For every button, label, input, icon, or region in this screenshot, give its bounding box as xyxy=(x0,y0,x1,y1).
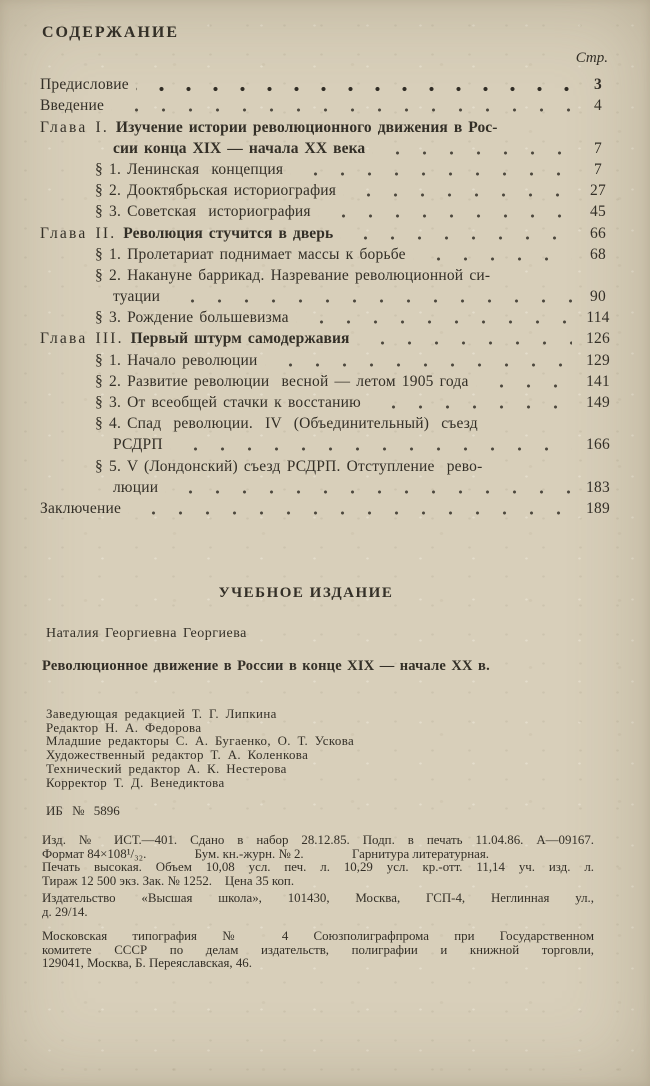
table-of-contents xyxy=(40,73,616,518)
toc-entry-label: § 1. Ленинская концепция xyxy=(95,160,284,178)
toc-page-number: 27 xyxy=(590,182,606,200)
text-line: Тираж 12 500 экз. Зак. № 1252. Цена 35 коп. xyxy=(42,874,295,889)
dot-leader xyxy=(368,397,572,412)
dot-leader xyxy=(136,79,572,94)
dot-leader xyxy=(290,164,572,179)
toc-entry-label: § 2. Дооктябрьская историография xyxy=(95,182,337,200)
toc-page-number: 7 xyxy=(594,139,602,157)
toc-page-number: 141 xyxy=(586,372,610,390)
toc-row xyxy=(40,94,616,115)
toc-row xyxy=(40,306,616,327)
dot-leader xyxy=(167,291,572,306)
dot-leader xyxy=(413,249,572,264)
toc-entry-label: Предисловие xyxy=(40,76,129,94)
dot-leader xyxy=(265,355,572,370)
toc-row xyxy=(40,158,616,179)
dot-leader xyxy=(357,333,572,348)
chapter-prefix: Глава III. xyxy=(40,330,124,348)
toc-row xyxy=(40,348,616,369)
toc-page-number: 129 xyxy=(586,351,610,369)
dot-leader xyxy=(340,228,572,243)
book-title: Революционное движение в России в конце XIX — начале XX в. xyxy=(42,658,490,674)
text-line: комитете СССР по делам издательств, полиграфии и книжной торговли, xyxy=(42,942,594,957)
toc-entry-label: Введение xyxy=(40,97,105,115)
toc-entry-label: § 1. Пролетариат поднимает массы к борьбе xyxy=(95,245,406,263)
edition-heading: УЧЕБНОЕ ИЗДАНИЕ xyxy=(218,585,394,601)
text-line: 129041, Москва, Б. Переяславская, 46. xyxy=(42,956,252,971)
toc-page-number: 90 xyxy=(590,288,606,306)
text-line: Формат 84×108¹/₃₂. Бум. кн.-журн. № 2. Гарнитура литературная. xyxy=(42,846,490,861)
toc-entry-label: § 2. Развитие революции весной — летом 1905 года xyxy=(95,372,469,390)
toc-row xyxy=(40,476,616,497)
dot-leader xyxy=(170,439,572,454)
toc-entry-label: Изучение истории революционного движения в Рос- xyxy=(115,118,498,136)
toc-page-number: 149 xyxy=(586,394,610,411)
toc-row xyxy=(40,115,616,136)
chapter-prefix: Глава I. xyxy=(40,118,109,136)
text-line: Корректор Т. Д. Венедиктова xyxy=(46,775,225,790)
editorial-staff-block xyxy=(46,708,354,790)
text-line: Редактор Н. А. Федорова xyxy=(46,720,202,735)
dot-leader xyxy=(165,482,572,497)
ib-number: ИБ № 5896 xyxy=(46,803,120,818)
toc-row xyxy=(40,221,616,242)
printing-house-block xyxy=(42,930,594,971)
toc-entry-label: Революция стучится в дверь xyxy=(123,224,334,242)
dot-leader xyxy=(111,100,572,115)
toc-row xyxy=(40,200,616,221)
toc-entry-label: § 3. От всеобщей стачки к восстанию xyxy=(95,394,361,411)
toc-entry-label: Заключение xyxy=(40,499,122,517)
toc-page-number: 4 xyxy=(594,97,602,115)
toc-entry-label: § 3. Советская историография xyxy=(95,203,311,221)
toc-entry-label: люции xyxy=(113,478,159,496)
toc-entry-label: § 1. Начало революции xyxy=(95,351,258,369)
toc-row xyxy=(40,137,616,158)
text-line: Печать высокая. Объем 10,08 усл. печ. л. 10,29 усл. кр.-отт. 11,14 уч. изд. л. xyxy=(42,860,594,875)
dot-leader xyxy=(476,376,572,391)
toc-page-number: 166 xyxy=(586,436,610,454)
dot-leader xyxy=(128,503,572,518)
text-line: Художественный редактор Т. А. Коленкова xyxy=(46,748,309,763)
toc-entry-label: РСДРП xyxy=(113,436,163,454)
toc-row xyxy=(40,497,616,518)
text-line: Младшие редакторы С. А. Бугаенко, О. Т. Ускова xyxy=(46,734,355,749)
toc-page-number: 68 xyxy=(590,245,606,263)
toc-row xyxy=(40,264,616,285)
dot-leader xyxy=(296,312,572,327)
text-line: Заведующая редакцией Т. Г. Липкина xyxy=(46,707,277,721)
toc-entry-label: сии конца XIX — начала XX века xyxy=(113,139,366,157)
toc-row xyxy=(40,179,616,200)
toc-row xyxy=(40,285,616,306)
toc-entry-label: туации xyxy=(113,288,161,306)
toc-page-number: 66 xyxy=(590,224,606,242)
dot-leader xyxy=(318,206,572,221)
toc-page-number: 3 xyxy=(594,76,602,94)
toc-page-number: 189 xyxy=(586,499,610,517)
author-name: Наталия Георгиевна Георгиева xyxy=(46,626,247,641)
text-line: Издательство «Высшая школа», 101430, Москва, ГСП-4, Неглинная ул., xyxy=(42,891,594,905)
toc-page-number: 183 xyxy=(586,478,610,496)
toc-row xyxy=(40,433,616,454)
page-title: СОДЕРЖАНИЕ xyxy=(42,24,180,41)
toc-row xyxy=(40,391,616,412)
text-line: Технический редактор А. К. Нестерова xyxy=(46,761,287,776)
page-column-label: Стр. xyxy=(575,50,608,66)
toc-row xyxy=(40,327,616,348)
imprint-block xyxy=(42,834,594,889)
toc-row xyxy=(40,412,616,433)
publisher-block xyxy=(42,892,594,919)
text-line: д. 29/14. xyxy=(42,904,88,919)
dot-leader xyxy=(343,185,572,200)
toc-entry-label: § 5. V (Лондонский) съезд РСДРП. Отступление рево- xyxy=(95,457,483,475)
toc-entry-label: § 4. Спад революции. IV (Объединительный) съезд xyxy=(95,415,478,433)
toc-row xyxy=(40,454,616,475)
toc-row xyxy=(40,73,616,94)
toc-page-number: 114 xyxy=(586,309,610,327)
text-line: Изд. № ИСТ.—401. Сдано в набор 28.12.85. Подп. в печать 11.04.86. А—09167. xyxy=(42,833,594,847)
toc-entry-label: § 3. Рождение большевизма xyxy=(95,309,289,327)
text-line: Московская типография № 4 Союзполиграфпрома при Государственном xyxy=(42,929,594,943)
toc-entry-label: § 2. Накануне баррикад. Назревание революционной си- xyxy=(95,266,491,284)
toc-page-number: 45 xyxy=(590,203,606,221)
toc-page-number: 126 xyxy=(586,330,610,348)
toc-entry-label: Первый штурм самодержавия xyxy=(130,330,350,348)
toc-row xyxy=(40,243,616,264)
chapter-prefix: Глава II. xyxy=(40,224,117,242)
dot-leader xyxy=(372,143,572,158)
toc-row xyxy=(40,370,616,391)
toc-page-number: 7 xyxy=(594,160,602,178)
